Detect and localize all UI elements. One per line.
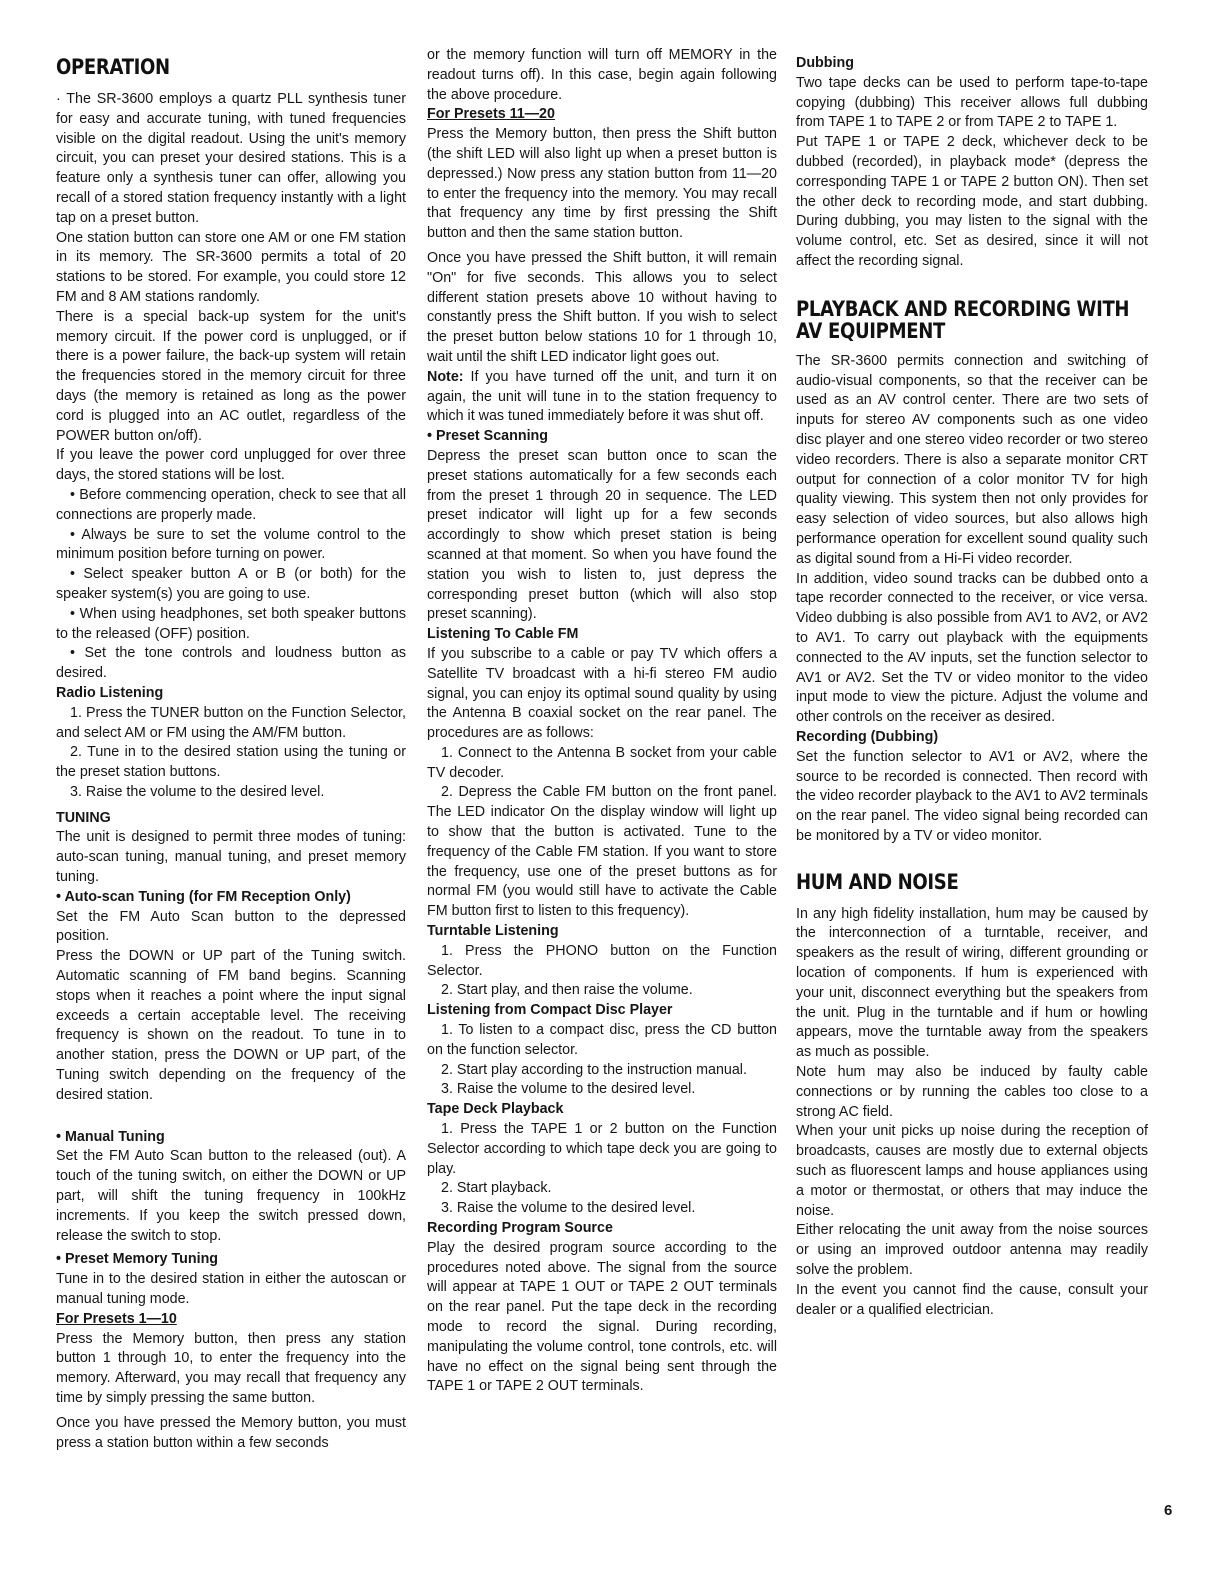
step-item: 3. Raise the volume to the desired level. (441, 1081, 696, 1098)
paragraph: Set the FM Auto Scan button to the released (out). A touch of the tuning switch, on either the DOWN or UP part, will shift the tuning frequency in 100kHz increments. If you keep the switch pressed down, release the switch to stop. (56, 1148, 406, 1244)
step-item: 1. Press the TUNER button on the Function Selector, and select AM or FM using the AM/FM button. (56, 704, 406, 741)
page-number: 6 (1164, 1502, 1173, 1519)
note-paragraph (427, 368, 777, 427)
step-item: 1. Connect to the Antenna B socket from your cable TV decoder. (427, 744, 777, 781)
paragraph: Press the DOWN or UP part of the Tuning switch. Automatic scanning of FM band begins. Scanning stops when it reaches a point where the input signal exceeds a certain acceptable level. The receiving frequency is shown on the readout. To tune in to another station, press the DOWN or UP part, of the Tuning switch depending on the frequency of the desired station. (56, 948, 406, 1103)
step-item: 1. To listen to a compact disc, press the CD button on the function selector. (427, 1022, 777, 1058)
bullet-item: • Set the tone controls and loudness button as desired. (56, 645, 406, 682)
recording-dubbing-heading: Recording (Dubbing) (796, 728, 939, 745)
tape-playback-heading: Tape Deck Playback (427, 1101, 564, 1118)
cable-fm-heading: Listening To Cable FM (427, 626, 579, 643)
paragraph: Play the desired program source according to the procedures noted above. The signal from the source will appear at TAPE 1 OUT or TAPE 2 OUT terminals on the rear panel. Put the tape deck in the recording mode to record the signal. During recording, manipulating the volume control, tone controls, etc. will have no effect on the signal being sent through the TAPE 1 or TAPE 2 OUT terminals. (427, 1239, 777, 1395)
column-middle (427, 46, 777, 1397)
step-item: 2. Start playback. (441, 1180, 552, 1197)
note-label: Note: (427, 368, 464, 385)
step-item: 1. Press the PHONO button on the Function Selector. (427, 942, 777, 979)
paragraph: Once you have pressed the Memory button, you must press a station button within a few seconds (56, 1414, 406, 1451)
paragraph: In addition, video sound tracks can be dubbed onto a tape recorder connected to the receiver, or vice versa. Video dubbing is also possible from AV1 to AV2, or AV2 to AV1. To carry out playback with the equipments connected to the AV inputs, set the function selector to AV1 or AV2. Set the TV or video monitor to the video input mode to view the picture. Adjust the volume and other controls on the receiver as desired. (796, 570, 1148, 726)
step-item: 3. Raise the volume to the desired level. (441, 1200, 696, 1217)
paragraph: Depress the preset scan button once to scan the preset stations automatically for a few seconds each from the preset 1 through 20 in sequence. The LED preset indicator will light up for a few seconds accordingly to show which preset station is being scanned at that moment. So when you have found the station you wish to listen to, just depress the corresponding preset button (which will also stop preset scanning). (427, 447, 777, 623)
paragraph: · The SR-3600 employs a quartz PLL synthesis tuner for easy and accurate tuning, with tuned frequencies visible on the digital readout. Using the unit's memory circuit, you can preset your desired stations. This is a feature only a synthesis tuner can offer, allowing you recall of a stored station frequency instantly with a light tap on a preset button. (56, 91, 406, 226)
presets-1-10-heading: For Presets 1—10 (56, 1310, 177, 1327)
step-item: 1. Press the TAPE 1 or 2 button on the Function Selector according to which tape deck you are going to play. (427, 1121, 777, 1177)
hum-noise-heading: HUM AND NOISE (796, 869, 959, 894)
step-item: 2. Start play, and then raise the volume. (441, 982, 693, 999)
radio-listening-heading: Radio Listening (56, 684, 164, 701)
compact-disc-heading: Listening from Compact Disc Player (427, 1002, 673, 1019)
bullet-item: • Always be sure to set the volume control to the minimum position before turning on power. (56, 526, 406, 563)
paragraph: There is a special back-up system for the unit's memory circuit. If the power cord is unplugged, or if there is a power failure, the back-up system will retain the frequencies stored in the memory circuit for three days (the memory is retained as long as the power cord is plugged into an AC outlet, regardless of the POWER button on/off). (56, 308, 406, 444)
step-item: 2. Depress the Cable FM button on the front panel. The LED indicator On the display window will light up to show that the button is activated. Tune to the frequency of the Cable FM station. If you want to store the frequency, use one of the preset buttons as for normal FM (you would still have to activate the Cable FM button first to listen to this frequency). (427, 784, 777, 920)
preset-memory-heading: • Preset Memory Tuning (56, 1251, 219, 1268)
paragraph: Set the function selector to AV1 or AV2, where the source to be recorded is connected. Then record with the video recorder playback to the AV1 to AV2 terminals on the rear panel. The video signal being recorded can be monitored by a TV or video monitor. (796, 748, 1148, 844)
bullet-item: • Before commencing operation, check to see that all connections are properly made. (56, 486, 406, 523)
paragraph: The unit is designed to permit three modes of tuning: auto-scan tuning, manual tuning, and preset memory tuning. (56, 829, 406, 886)
dubbing-heading: Dubbing (796, 55, 854, 71)
paragraph: Once you have pressed the Shift button, it will remain "On" for five seconds. This allows you to select different station presets above 10 without having to constantly press the Shift button. If you wish to select the preset button below stations 10 for 1 through 10, wait until the shift LED indicator light goes out. (427, 249, 777, 365)
paragraph: When your unit picks up noise during the reception of broadcasts, causes are mostly due to external objects such as fluorescent lamps and house appliances using a motor or thermostat, or others that may induce the noise. (796, 1123, 1148, 1219)
step-item: 3. Raise the volume to the desired level. (70, 783, 325, 800)
paragraph: If you subscribe to a cable or pay TV which offers a Satellite TV broadcast with a hi-fi stereo FM audio signal, you can enjoy its optimal sound quality by using the Antenna B coaxial socket on the rear panel. The procedures are as follows: (427, 645, 777, 742)
paragraph: Either relocating the unit away from the noise sources or using an improved outdoor antenna may readily solve the problem. (796, 1222, 1148, 1279)
paragraph: The SR-3600 permits connection and switching of audio-visual components, so that the receiver can be used as an AV control center. There are two sets of inputs for stereo AV components such as one video disc player and one stereo video recorder or two stereo video recorders. There is also a separate monitor CRT output for connection of a color monitor TV for high quality viewing. This system then not only provides for easy selection of video sources, but also allows high performance operation for excellent sound quality such as digital sound from a Hi-Fi video recorder. (796, 352, 1148, 567)
step-item: 2. Start play according to the instruction manual. (441, 1061, 747, 1078)
column-right (796, 46, 1148, 1320)
paragraph: One station button can store one AM or one FM station in its memory. The SR-3600 permits a total of 20 stations to be stored. For example, you could store 12 FM and 8 AM stations randomly. (56, 229, 406, 305)
presets-11-20-heading: For Presets 11—20 (427, 106, 555, 123)
paragraph: In the event you cannot find the cause, consult your dealer or a qualified electrician. (796, 1281, 1148, 1318)
column-left (56, 46, 406, 1453)
paragraph: If you leave the power cord unplugged for over three days, the stored stations will be lost. (56, 447, 406, 484)
av-equipment-heading: PLAYBACK AND RECORDING WITH AV EQUIPMENT (796, 296, 1130, 343)
paragraph: Set the FM Auto Scan button to the depressed position. (56, 908, 406, 945)
preset-scanning-heading: • Preset Scanning (427, 428, 549, 445)
paragraph: Press the Memory button, then press any station button 1 through 10, to enter the frequency into the memory. Afterward, you may recall that frequency any time by simply pressing the same button. (56, 1330, 406, 1406)
paragraph: In any high fidelity installation, hum may be caused by the interconnection of a turntable, receiver, and speakers as the result of wiring, different grounding or location of components. If hum is experienced with your unit, disconnect everything but the speakers from the unit. Plug in the turntable and if hum or howling appears, move the turntable away from the speakers as much as possible. (796, 905, 1148, 1061)
paragraph: Two tape decks can be used to perform tape-to-tape copying (dubbing) This receiver allows full dubbing from TAPE 1 to TAPE 2 or from TAPE 2 to TAPE 1. (796, 74, 1148, 131)
turntable-heading: Turntable Listening (427, 923, 559, 940)
paragraph: Put TAPE 1 or TAPE 2 deck, whichever deck to be dubbed (recorded), in playback mode* (depress the corresponding TAPE 1 or TAPE 2 button ON). Then set the other deck to recording mode, and start dubbing. During dubbing, you may listen to the signal with the volume control, etc. Set as desired, since it will not affect the recording signal. (796, 134, 1148, 269)
paragraph: Press the Memory button, then press the Shift button (the shift LED will also light up when a preset button is depressed.) Now press any station button from 11—20 to enter the frequency into the memory. You may recall that frequency any time by first pressing the Shift button and then the same station button. (427, 126, 777, 242)
paragraph: or the memory function will turn off MEMORY in the readout turns off). In this case, begin again following the above procedure. (427, 47, 777, 103)
note-text: If you have turned off the unit, and turn it on again, the unit will tune in to the station frequency to which it was tuned immediately before it was shut off. (427, 368, 777, 425)
bullet-item: • Select speaker button A or B (or both) for the speaker system(s) you are going to use. (56, 566, 406, 602)
paragraph: Tune in to the desired station in either the autoscan or manual tuning mode. (56, 1271, 406, 1308)
auto-scan-heading: • Auto-scan Tuning (for FM Reception Only) (56, 888, 351, 905)
bullet-item: • When using headphones, set both speaker buttons to the released (OFF) position. (56, 605, 406, 642)
operation-heading: OPERATION (56, 55, 170, 79)
recording-source-heading: Recording Program Source (427, 1220, 613, 1237)
step-item: 2. Tune in to the desired station using the tuning or the preset station buttons. (56, 744, 406, 781)
manual-tuning-heading: • Manual Tuning (56, 1128, 165, 1145)
paragraph: Note hum may also be induced by faulty cable connections or by running the cables too close to a strong AC field. (796, 1064, 1148, 1120)
tuning-heading: TUNING (56, 809, 111, 826)
